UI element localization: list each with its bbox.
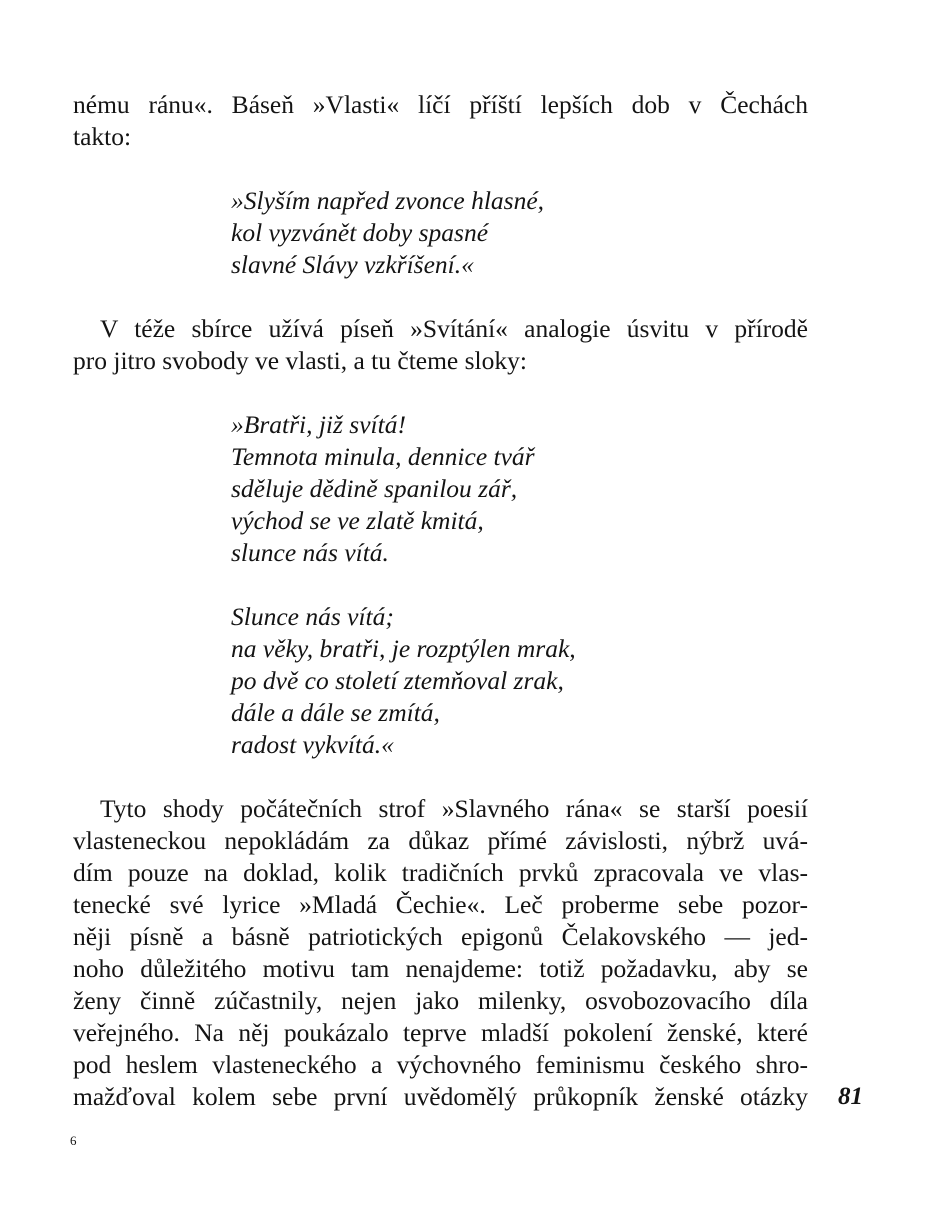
verse-line: východ se ve zlatě kmitá,	[231, 506, 484, 535]
verse-line: slavné Slávy vzkříšení.«	[231, 250, 474, 279]
text-line: pro jitro svobody ve vlasti, a tu čteme sloky:	[73, 346, 527, 375]
text-line: mažďoval kolem sebe první uvědomělý průkopník ženské otázky	[73, 1082, 808, 1111]
verse-line: dále a dále se zmítá,	[231, 698, 440, 727]
text-line: V téže sbírce užívá píseň »Svítání« analogie úsvitu v přírodě	[100, 314, 808, 343]
text-line: ženy činně zúčastnily, nejen jako milenky, osvobozovacího díla	[73, 986, 808, 1015]
text-line: takto:	[73, 122, 132, 151]
verse-line: po dvě co století ztemňoval zrak,	[231, 666, 564, 695]
verse-line: kol vyzvánět doby spasné	[231, 218, 489, 247]
verse-line: Temnota minula, dennice tvář	[231, 442, 535, 471]
text-line: vlasteneckou nepokládám za důkaz přímé závislosti, nýbrž uvá-	[73, 826, 808, 855]
signature-mark: 6	[70, 1133, 77, 1148]
verse-line: slunce nás vítá.	[231, 538, 389, 567]
verse-line: Slunce nás vítá;	[231, 602, 394, 631]
text-line: nému ránu«. Báseň »Vlasti« líčí příští lepších dob v Čechách	[73, 90, 808, 119]
verse-line: »Bratři, již svítá!	[231, 410, 406, 439]
verse-line: »Slyším napřed zvonce hlasné,	[231, 186, 545, 215]
text-line: pod heslem vlasteneckého a výchovného feminismu českého shro-	[73, 1050, 808, 1079]
verse-line: sděluje dědině spanilou zář,	[231, 474, 518, 503]
verse-line: na věky, bratři, je rozptýlen mrak,	[231, 634, 576, 663]
text-line: noho důležitého motivu tam nenajdeme: totiž požadavku, aby se	[73, 954, 808, 983]
text-line: dím pouze na doklad, kolik tradičních prvků zpracovala ve vlas-	[73, 858, 808, 887]
text-line: něji písně a básně patriotických epigonů Čelakovského — jed-	[73, 922, 808, 951]
text-line: Tyto shody počátečních strof »Slavného rána« se starší poesií	[100, 794, 808, 823]
text-line: veřejného. Na něj poukázalo teprve mladší pokolení ženské, které	[73, 1018, 808, 1047]
page-number: 81	[838, 1083, 863, 1110]
verse-line: radost vykvítá.«	[231, 730, 394, 759]
text-line: tenecké své lyrice »Mladá Čechie«. Leč proberme sebe pozor-	[73, 890, 808, 919]
